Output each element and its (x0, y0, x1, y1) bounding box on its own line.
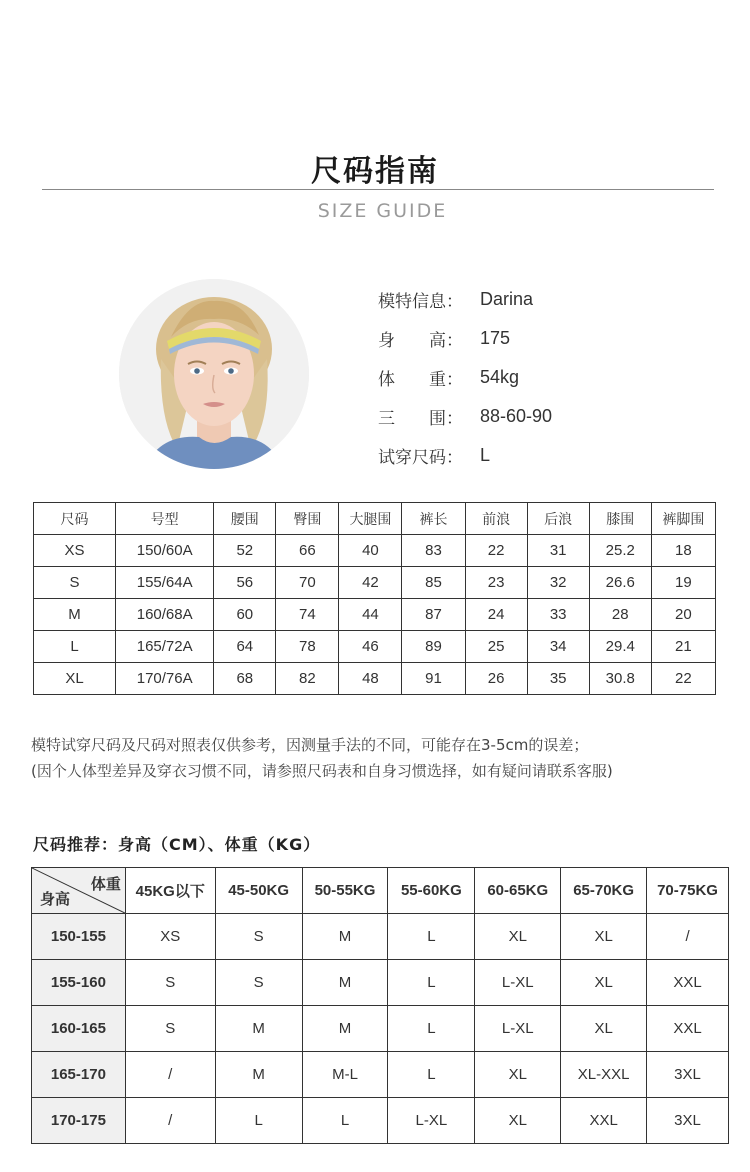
table-cell: 25.2 (589, 535, 651, 567)
table-cell: 83 (402, 535, 465, 567)
table-cell: XXL (647, 1006, 729, 1052)
table-cell: M (302, 1006, 388, 1052)
table-cell: 89 (402, 631, 465, 663)
table-cell: 26.6 (589, 567, 651, 599)
table-cell: 160/68A (116, 599, 214, 631)
table-cell: S (125, 960, 215, 1006)
table-cell: M (215, 1052, 302, 1098)
model-info-row (378, 443, 698, 473)
table-cell: 78 (276, 631, 339, 663)
table-cell: 25 (465, 631, 527, 663)
table-cell: L (388, 914, 475, 960)
table-row (32, 1006, 729, 1052)
table-cell: XL (561, 1006, 647, 1052)
model-info-row (378, 326, 698, 356)
table-cell: 26 (465, 663, 527, 695)
table-cell: 150/60A (116, 535, 214, 567)
model-info-value: 175 (480, 328, 511, 348)
table-cell: 170/76A (116, 663, 214, 695)
size-chart-table (33, 502, 716, 695)
table-cell: 64 (214, 631, 276, 663)
table-cell: 34 (527, 631, 589, 663)
height-row-header: 160-165 (32, 1006, 126, 1052)
model-info-label: 身 高： (378, 331, 463, 351)
table-cell: 31 (527, 535, 589, 567)
height-row-header: 165-170 (32, 1052, 126, 1098)
corner-weight-label: 体重 (90, 875, 121, 893)
table-cell: 24 (465, 599, 527, 631)
table-cell: 70 (276, 567, 339, 599)
weight-column-header: 65-70KG (561, 868, 647, 914)
header-cell: 大腿围 (339, 503, 402, 535)
table-cell: XL (475, 914, 561, 960)
model-info-value: 88-60-90 (480, 406, 553, 426)
model-info-row (378, 365, 698, 395)
header-cell: 膝围 (589, 503, 651, 535)
table-cell: 21 (651, 631, 715, 663)
table-cell: XXL (561, 1098, 647, 1144)
table-cell: S (34, 567, 116, 599)
table-cell: L (302, 1098, 388, 1144)
height-row-header: 150-155 (32, 914, 126, 960)
table-row (32, 1098, 729, 1144)
header-cell: 前浪 (465, 503, 527, 535)
table-row (34, 535, 716, 567)
table-cell: 30.8 (589, 663, 651, 695)
table-cell: 42 (339, 567, 402, 599)
table-cell: / (647, 914, 729, 960)
header-cell: 臀围 (276, 503, 339, 535)
title-divider (42, 189, 714, 190)
height-row-header: 170-175 (32, 1098, 126, 1144)
table-cell: 22 (651, 663, 715, 695)
weight-column-header: 45-50KG (215, 868, 302, 914)
table-cell: / (125, 1098, 215, 1144)
table-cell: S (215, 960, 302, 1006)
header-cell: 裤长 (402, 503, 465, 535)
table-cell: S (215, 914, 302, 960)
model-info-value: L (480, 445, 491, 465)
header-cell: 号型 (116, 503, 214, 535)
table-cell: 19 (651, 567, 715, 599)
table-cell: 82 (276, 663, 339, 695)
table-cell: 32 (527, 567, 589, 599)
page-subtitle: SIZE GUIDE (317, 200, 448, 222)
table-cell: 3XL (647, 1052, 729, 1098)
table-cell: 33 (527, 599, 589, 631)
model-info-label: 模特信息： (378, 292, 463, 312)
table-cell: 91 (402, 663, 465, 695)
page-title: 尺码指南 (311, 154, 439, 189)
weight-column-header: 45KG以下 (125, 868, 215, 914)
table-cell: S (125, 1006, 215, 1052)
table-cell: M (34, 599, 116, 631)
model-info-row (378, 404, 698, 434)
table-cell: XXL (647, 960, 729, 1006)
table-row (32, 1052, 729, 1098)
table-cell: 74 (276, 599, 339, 631)
model-photo (119, 279, 309, 469)
table-cell: L (388, 1006, 475, 1052)
table-cell: XL (561, 914, 647, 960)
disclaimer-note: 模特试穿尺码及尺码对照表仅供参考，因测量手法的不同，可能存在3-5cm的误差； (31, 736, 589, 754)
corner-cell (32, 868, 126, 914)
height-row-header: 155-160 (32, 960, 126, 1006)
table-cell: 3XL (647, 1098, 729, 1144)
table-cell: 29.4 (589, 631, 651, 663)
table-cell: XL (475, 1098, 561, 1144)
table-cell: XS (34, 535, 116, 567)
table-cell: 165/72A (116, 631, 214, 663)
disclaimer-note: (因个人体型差异及穿衣习惯不同，请参照尺码表和自身习惯选择，如有疑问请联系客服) (31, 762, 613, 780)
table-cell: 40 (339, 535, 402, 567)
table-cell: 87 (402, 599, 465, 631)
table-cell: M (215, 1006, 302, 1052)
table-cell: 52 (214, 535, 276, 567)
table-cell: 48 (339, 663, 402, 695)
table-cell: L-XL (475, 1006, 561, 1052)
table-cell: 44 (339, 599, 402, 631)
header-cell: 腰围 (214, 503, 276, 535)
table-cell: 66 (276, 535, 339, 567)
table-cell: L (388, 960, 475, 1006)
table-cell: XL (34, 663, 116, 695)
table-cell: 155/64A (116, 567, 214, 599)
table-header-row (34, 503, 716, 535)
table-cell: 35 (527, 663, 589, 695)
table-row (34, 631, 716, 663)
table-row (34, 599, 716, 631)
size-recommend-table (31, 867, 729, 1144)
table-cell: 68 (214, 663, 276, 695)
table-cell: 23 (465, 567, 527, 599)
table-cell: 85 (402, 567, 465, 599)
table-cell: 22 (465, 535, 527, 567)
recommend-title: 尺码推荐：身高（CM）、体重（KG） (33, 835, 321, 854)
table-row (34, 663, 716, 695)
table-cell: 60 (214, 599, 276, 631)
table-cell: M (302, 960, 388, 1006)
table-cell: L (388, 1052, 475, 1098)
table-cell: 20 (651, 599, 715, 631)
table-row (32, 914, 729, 960)
header-cell: 裤脚围 (651, 503, 715, 535)
table-cell: XL (561, 960, 647, 1006)
weight-column-header: 55-60KG (388, 868, 475, 914)
table-cell: XS (125, 914, 215, 960)
table-cell: 28 (589, 599, 651, 631)
table-row (34, 567, 716, 599)
table-cell: L-XL (475, 960, 561, 1006)
table-cell: 46 (339, 631, 402, 663)
table-cell: M-L (302, 1052, 388, 1098)
header-cell: 尺码 (34, 503, 116, 535)
table-cell: L (215, 1098, 302, 1144)
table-cell: M (302, 914, 388, 960)
model-info-label: 体 重： (378, 370, 463, 390)
table-cell: / (125, 1052, 215, 1098)
table-cell: XL-XXL (561, 1052, 647, 1098)
model-info-label: 三 围： (378, 409, 463, 429)
model-info-value: Darina (480, 289, 534, 309)
table-row (32, 960, 729, 1006)
table-cell: L-XL (388, 1098, 475, 1144)
header-cell: 后浪 (527, 503, 589, 535)
table-header-row (32, 868, 729, 914)
weight-column-header: 70-75KG (647, 868, 729, 914)
table-cell: 56 (214, 567, 276, 599)
corner-height-label: 身高 (40, 890, 71, 908)
model-info-row (378, 287, 698, 317)
table-cell: 18 (651, 535, 715, 567)
table-cell: XL (475, 1052, 561, 1098)
table-cell: L (34, 631, 116, 663)
model-info-label: 试穿尺码： (378, 448, 463, 468)
weight-column-header: 60-65KG (475, 868, 561, 914)
model-info-value: 54kg (480, 367, 520, 387)
weight-column-header: 50-55KG (302, 868, 388, 914)
